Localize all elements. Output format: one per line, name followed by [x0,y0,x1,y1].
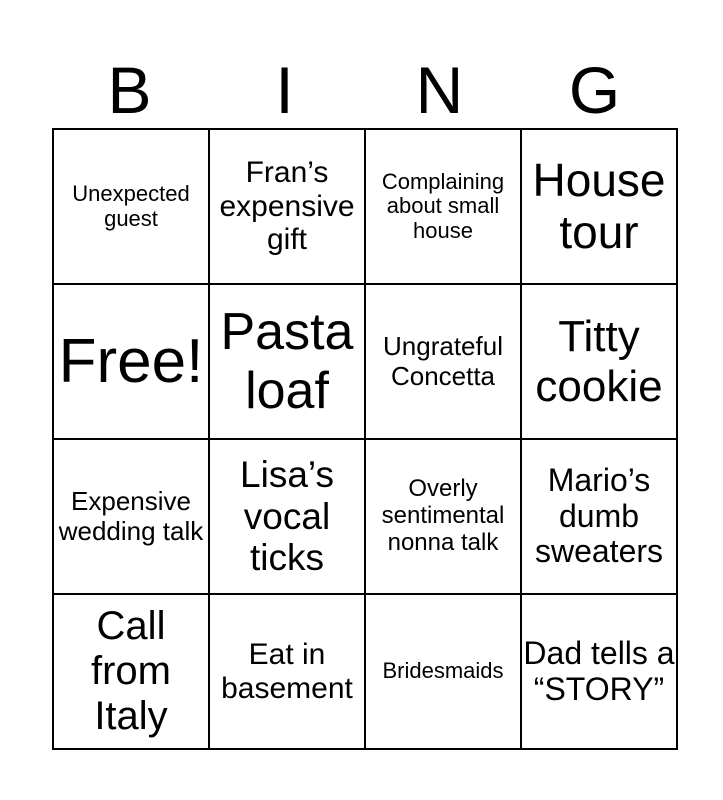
bingo-cell[interactable]: Eat in basement [209,594,365,749]
bingo-cell[interactable]: Bridesmaids [365,594,521,749]
bingo-cell[interactable]: Fran’s expensive gift [209,129,365,284]
header-letter-i: I [275,53,294,127]
bingo-cell[interactable]: Complaining about small house [365,129,521,284]
bingo-cell[interactable]: Call from Italy [53,594,209,749]
bingo-header [52,52,671,128]
bingo-cell[interactable]: Overly sentimental nonna talk [365,439,521,594]
bingo-cell[interactable]: Mario’s dumb sweaters [521,439,677,594]
bingo-cell[interactable]: Titty cookie [521,284,677,439]
bingo-cell[interactable]: Ungrateful Concetta [365,284,521,439]
bingo-cell-free[interactable]: Free! [53,284,209,439]
header-letter-b: B [107,53,152,127]
bingo-cell[interactable]: Pasta loaf [209,284,365,439]
grid-row [53,284,677,439]
bingo-cell[interactable]: Lisa’s vocal ticks [209,439,365,594]
bingo-cell[interactable]: Expensive wedding talk [53,439,209,594]
header-letter-g: G [568,53,621,127]
bingo-cell[interactable]: House tour [521,129,677,284]
grid-row [53,594,677,749]
bingo-card-grid [52,128,678,750]
header-letter-n: N [415,53,464,127]
bingo-cell[interactable]: Unexpected guest [53,129,209,284]
grid-row [53,129,677,284]
grid-row [53,439,677,594]
bingo-cell[interactable]: Dad tells a “STORY” [521,594,677,749]
